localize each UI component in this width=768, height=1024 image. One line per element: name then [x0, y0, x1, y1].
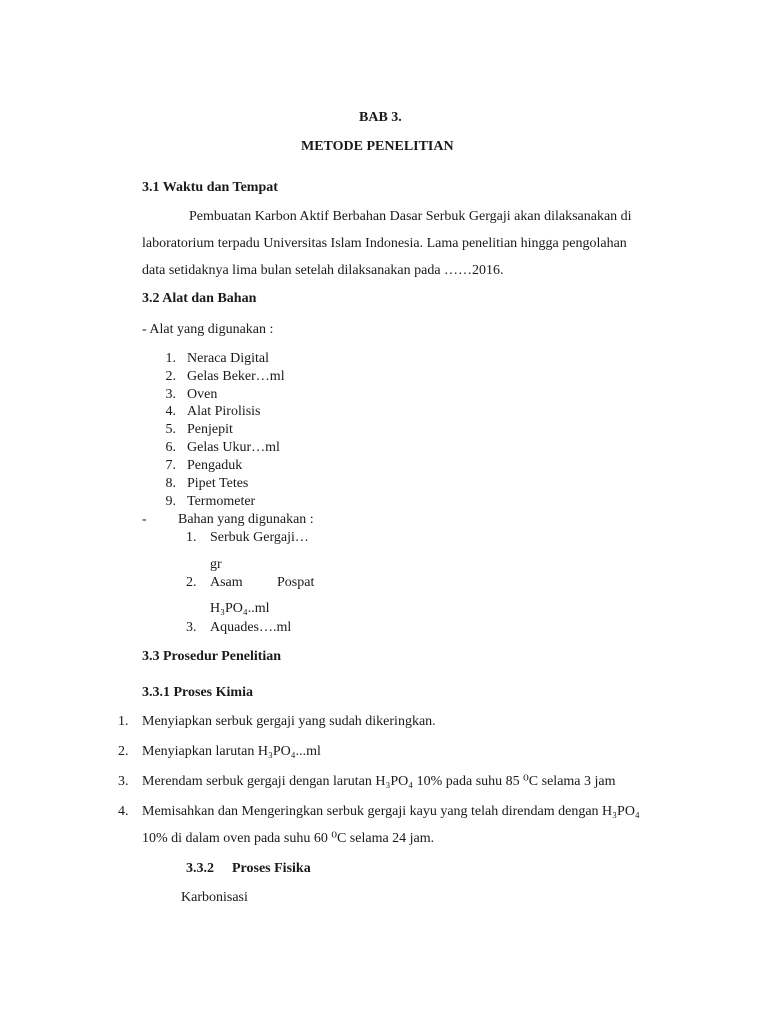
list-item: [158, 421, 233, 439]
chapter-label: BAB 3.: [359, 110, 402, 125]
tools-intro: - Alat yang digunakan :: [142, 322, 274, 337]
list-text: Pengaduk: [187, 458, 243, 473]
list-number: 1.: [186, 530, 197, 545]
list-item: [158, 475, 249, 493]
list-number: 4.: [165, 404, 176, 419]
list-text-cont: gr: [210, 557, 222, 572]
list-item: [158, 386, 218, 404]
list-text: Alat Pirolisis: [187, 404, 261, 419]
list-number: 6.: [165, 440, 176, 455]
list-text: Aquades….ml: [210, 620, 292, 635]
list-item: [158, 457, 243, 475]
list-text: Pospat: [277, 575, 315, 590]
subsection-item: Karbonisasi: [181, 890, 248, 905]
list-item: [158, 439, 280, 457]
subsection-number-3-3-2: 3.3.2: [186, 861, 214, 876]
materials-intro: Bahan yang digunakan :: [178, 512, 314, 527]
list-number: 3.: [165, 387, 176, 402]
list-number: 1.: [165, 351, 176, 366]
list-text: Menyiapkan larutan H₃PO₄...ml: [142, 744, 321, 759]
list-item: [158, 403, 261, 421]
paragraph-line: Pembuatan Karbon Aktif Berbahan Dasar Serbuk Gergaji akan dilaksanakan di: [189, 209, 632, 224]
paragraph-line: laboratorium terpadu Universitas Islam Indonesia. Lama penelitian hingga pengolahan: [142, 236, 627, 251]
list-text: Merendam serbuk gergaji dengan larutan H₃PO₄ 10% pada suhu 85 ⁰C selama 3 jam: [142, 774, 616, 789]
list-number: 5.: [165, 422, 176, 437]
list-text: Neraca Digital: [187, 351, 270, 366]
list-number: 2.: [118, 744, 129, 759]
list-number: 3.: [186, 620, 197, 635]
section-heading-3-1: 3.1 Waktu dan Tempat: [142, 180, 278, 195]
list-text: Gelas Beker…ml: [187, 369, 285, 384]
list-number: 3.: [118, 774, 129, 789]
list-text-cont: H₃PO₄..ml: [210, 601, 270, 616]
list-text-cont: 10% di dalam oven pada suhu 60 ⁰C selama 24 jam.: [142, 831, 435, 846]
list-text: Asam: [210, 575, 243, 590]
list-number: 2.: [165, 369, 176, 384]
list-text: Pipet Tetes: [187, 476, 249, 491]
list-text: Gelas Ukur…ml: [187, 440, 280, 455]
list-number: 2.: [186, 575, 197, 590]
list-number: 4.: [118, 804, 129, 819]
chapter-title: METODE PENELITIAN: [301, 139, 454, 154]
paragraph-line: data setidaknya lima bulan setelah dilaksanakan pada ……2016.: [142, 263, 504, 278]
list-number: 9.: [165, 494, 176, 509]
list-text: Oven: [187, 387, 218, 402]
list-number: 7.: [165, 458, 176, 473]
subsection-heading-3-3-1: 3.3.1 Proses Kimia: [142, 685, 253, 700]
list-text: Memisahkan dan Mengeringkan serbuk gergaji kayu yang telah direndam dengan H₃PO₄: [142, 804, 640, 819]
section-heading-3-3: 3.3 Prosedur Penelitian: [142, 649, 282, 664]
list-item: [158, 350, 270, 368]
materials-dash: -: [142, 512, 147, 527]
list-item: [158, 493, 256, 511]
list-number: 1.: [118, 714, 129, 729]
list-number: 8.: [165, 476, 176, 491]
list-text: Termometer: [187, 494, 256, 509]
list-item: [158, 368, 285, 386]
subsection-heading-3-3-2: Proses Fisika: [232, 861, 311, 876]
list-text: Penjepit: [187, 422, 233, 437]
list-text: Serbuk Gergaji…: [210, 530, 309, 545]
section-heading-3-2: 3.2 Alat dan Bahan: [142, 291, 257, 306]
list-text: Menyiapkan serbuk gergaji yang sudah dikeringkan.: [142, 714, 436, 729]
